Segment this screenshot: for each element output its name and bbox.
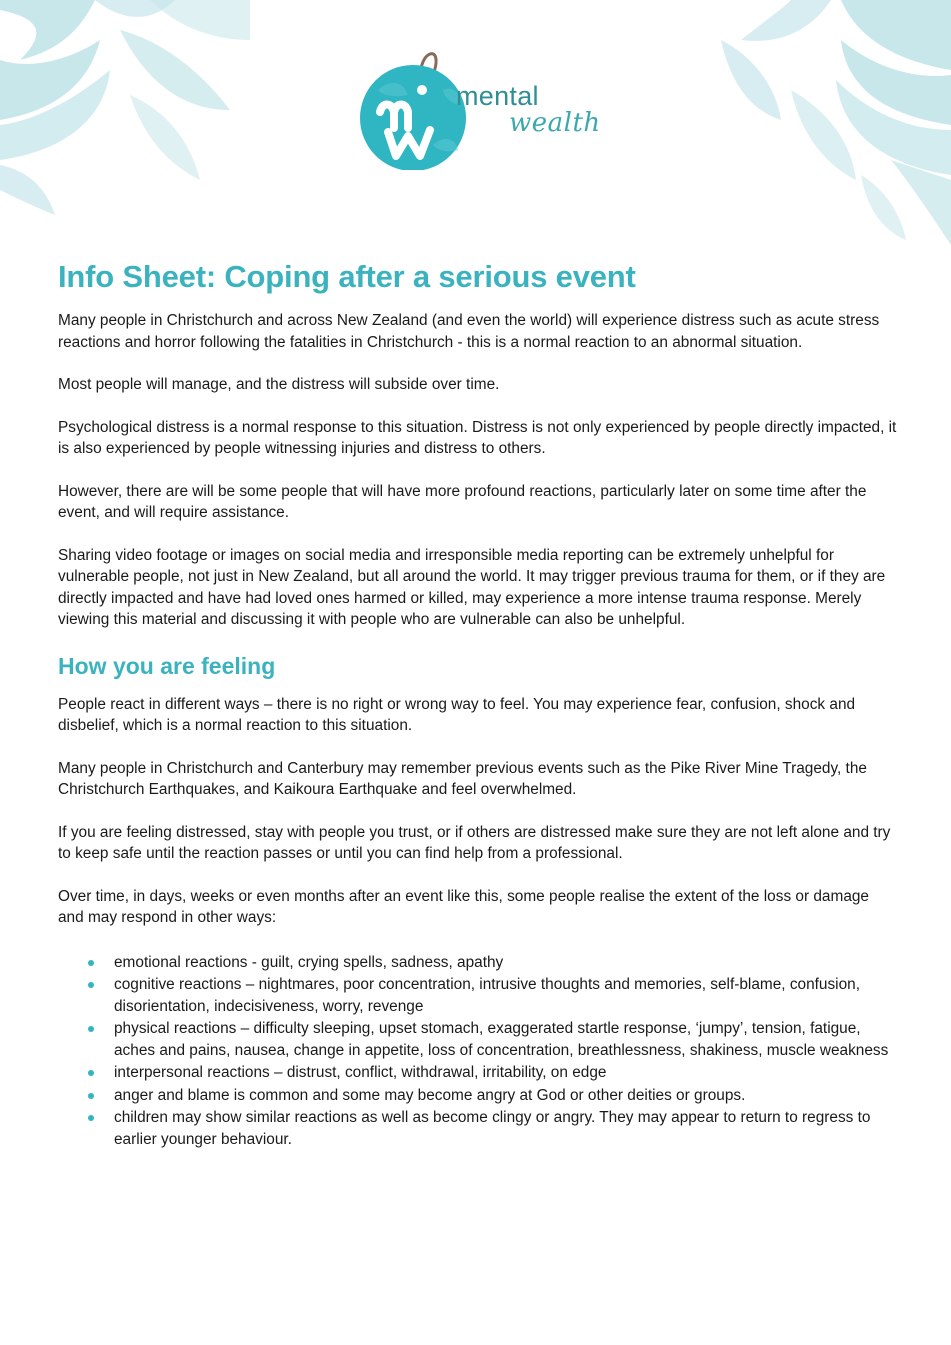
list-item: interpersonal reactions – distrust, conflict, withdrawal, irritability, on edge (58, 1062, 898, 1084)
list-item: emotional reactions - guilt, crying spells, sadness, apathy (58, 952, 898, 974)
intro-paragraph: However, there are will be some people that will have more profound reactions, particularly later on some time after the event, and will require assistance. (58, 482, 867, 521)
page-title: Info Sheet: Coping after a serious event (58, 259, 636, 294)
list-item: cognitive reactions – nightmares, poor concentration, intrusive thoughts and memories, self-blame, confusion, disorientation, indecisiveness, worry, revenge (58, 974, 898, 1017)
intro-paragraph: Psychological distress is a normal response to this situation. Distress is not only experienced by people directly impacted, it is also experienced by people witnessing injuries and distress to others. (58, 418, 897, 457)
section-paragraph: Many people in Christchurch and Canterbury may remember previous events such as the Pike River Mine Tragedy, the Christchurch Earthquakes, and Kaikoura Earthquake and feel overwhelmed. (58, 759, 867, 798)
list-item: children may show similar reactions as well as become clingy or angry. They may appear to return to regress to earlier younger behaviour. (58, 1107, 898, 1150)
section-heading: How you are feeling (58, 652, 276, 679)
reactions-list (58, 952, 898, 1151)
intro-paragraph: Most people will manage, and the distress will subside over time. (58, 376, 500, 393)
brand-name-line2: wealth (509, 108, 601, 138)
intro-paragraph: Sharing video footage or images on social media and irresponsible media reporting can be extremely unhelpful for vulnerable people, not just in New Zealand, but all around the world. It may trigger previous trauma for them, or if they are directly impacted and have had loved ones harmed or killed, may experience a more intense trauma response. Merely viewing this material and discussing it with people who are vulnerable can also be unhelpful. (58, 546, 886, 628)
section-paragraph: People react in different ways – there is no right or wrong way to feel. You may experience fear, confusion, shock and disbelief, which is a normal reaction to this situation. (58, 695, 856, 734)
document-body (58, 258, 898, 1151)
list-item: anger and blame is common and some may become angry at God or other deities or groups. (58, 1085, 898, 1107)
intro-paragraph: Many people in Christchurch and across New Zealand (and even the world) will experience distress such as acute stress reactions and horror following the fatalities in Christchurch - this is a normal reaction to an abnormal situation. (58, 312, 880, 351)
section-paragraph: Over time, in days, weeks or even months after an event like this, some people realise the extent of the loss or damage and may respond in other ways: (58, 887, 869, 926)
decorative-leaves-left (0, 0, 250, 230)
list-item: physical reactions – difficulty sleeping, upset stomach, exaggerated startle response, ‘jumpy’, tension, fatigue, aches and pains, nausea, change in appetite, loss of concentration, breathlessness, shakiness, muscle weakness (58, 1018, 898, 1061)
decorative-leaves-right (661, 0, 951, 250)
section-paragraph: If you are feeling distressed, stay with people you trust, or if others are distressed make sure they are not left alone and try to keep safe until the reaction passes or until you can find help from a professional. (58, 823, 891, 862)
brand-name-line1: mental (456, 81, 539, 111)
